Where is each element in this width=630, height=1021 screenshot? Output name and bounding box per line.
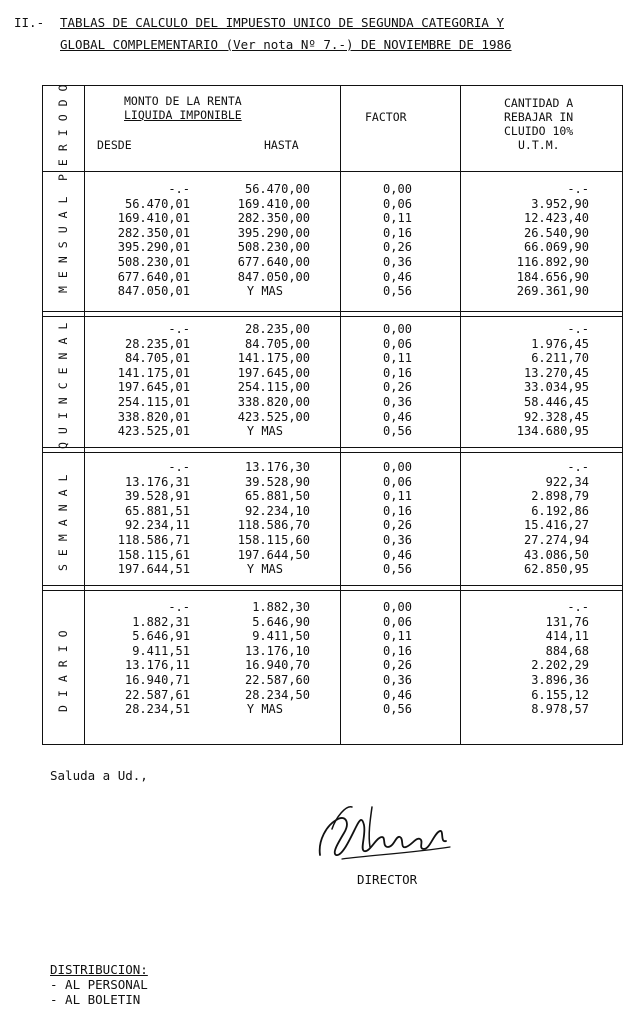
cell-hasta: 118.586,70 — [237, 518, 310, 533]
distribution-block — [50, 962, 148, 1007]
cell-hasta: 508.230,00 — [237, 240, 310, 255]
table-row — [42, 702, 623, 717]
header-monto-line2: LIQUIDA IMPONIBLE — [124, 108, 242, 122]
table-row — [42, 380, 623, 395]
cell-factor: 0,11 — [383, 211, 412, 226]
cell-desde: 423.525,01 — [117, 424, 190, 439]
cell-hasta: 197.644,50 — [237, 547, 310, 562]
section-rows-semanal — [42, 460, 623, 577]
cell-factor: 0,36 — [383, 532, 412, 547]
table-row — [42, 270, 623, 285]
cell-factor: 0,00 — [383, 460, 412, 474]
table-row — [42, 240, 623, 255]
table-row — [42, 255, 623, 270]
table-row — [42, 658, 623, 673]
cell-factor: 0,06 — [383, 196, 412, 211]
cell-factor: 0,00 — [383, 600, 412, 614]
cell-desde: 169.410,01 — [117, 211, 190, 226]
cell-hasta: Y MAS — [246, 424, 283, 439]
cell-factor: 0,26 — [383, 658, 412, 673]
section-label-mensual: MENSUAL — [56, 188, 70, 294]
cell-cantidad: 33.034,95 — [523, 380, 589, 395]
signature-icon — [312, 797, 462, 865]
cell-cantidad: 134.680,95 — [516, 424, 589, 439]
table-row — [42, 629, 623, 644]
table-row — [42, 489, 623, 504]
table-row — [42, 424, 623, 439]
cell-desde: 22.587,61 — [124, 687, 190, 702]
distribution-item: - AL PERSONAL — [50, 977, 148, 992]
header-monto-line1: MONTO DE LA RENTA — [124, 94, 242, 108]
table-row — [42, 475, 623, 490]
cell-factor: 0,26 — [383, 240, 412, 255]
cell-factor: 0,56 — [383, 562, 412, 577]
cell-cantidad: -.- — [567, 600, 589, 614]
cell-cantidad: 3.952,90 — [531, 196, 589, 211]
cell-factor: 0,46 — [383, 409, 412, 424]
cell-factor: 0,56 — [383, 702, 412, 717]
cell-factor: 0,46 — [383, 547, 412, 562]
cell-hasta: 338.820,00 — [237, 394, 310, 409]
section-rows-quincenal — [42, 322, 623, 439]
table-row — [42, 562, 623, 577]
cell-hasta: 158.115,60 — [237, 532, 310, 547]
section-label-quincenal: QUINCENAL — [56, 314, 70, 449]
cell-hasta: 847.050,00 — [237, 269, 310, 284]
table-row — [42, 644, 623, 659]
table-row — [42, 337, 623, 352]
cell-cantidad: -.- — [567, 460, 589, 474]
cell-factor: 0,36 — [383, 394, 412, 409]
cell-cantidad: 8.978,57 — [531, 702, 589, 717]
header-cantidad-line3: CLUIDO 10% — [504, 124, 574, 138]
cell-hasta: 254.115,00 — [237, 380, 310, 395]
cell-cantidad: 6.192,86 — [531, 503, 589, 518]
cell-cantidad: 2.898,79 — [531, 489, 589, 504]
table-row — [42, 322, 623, 337]
table-row — [42, 410, 623, 425]
table-row — [42, 351, 623, 366]
section-divider — [42, 585, 623, 586]
section-label-diario: DIARIO — [56, 622, 70, 713]
cell-desde: 92.234,11 — [124, 518, 190, 533]
table-row — [42, 688, 623, 703]
cell-desde: 5.646,91 — [132, 629, 190, 644]
cell-desde: 13.176,31 — [124, 474, 190, 489]
header-periodo: PERIODO — [56, 76, 70, 182]
cell-cantidad: 26.540,90 — [523, 225, 589, 240]
cell-hasta: 13.176,10 — [244, 643, 310, 658]
cell-cantidad: 6.155,12 — [531, 687, 589, 702]
cell-cantidad: 2.202,29 — [531, 658, 589, 673]
cell-factor: 0,26 — [383, 518, 412, 533]
cell-hasta: Y MAS — [246, 562, 283, 577]
header-divider — [42, 171, 623, 172]
heading-line-2: GLOBAL COMPLEMENTARIO (Ver nota Nº 7.-) DE NOVIEMBRE DE 1986 — [60, 37, 512, 52]
table-row — [42, 395, 623, 410]
cell-desde: 282.350,01 — [117, 225, 190, 240]
cell-factor: 0,11 — [383, 629, 412, 644]
cell-desde: 1.882,31 — [132, 614, 190, 629]
cell-hasta: 39.528,90 — [244, 474, 310, 489]
cell-hasta: 423.525,00 — [237, 409, 310, 424]
section-divider — [42, 316, 623, 317]
cell-factor: 0,56 — [383, 424, 412, 439]
cell-desde: 677.640,01 — [117, 269, 190, 284]
cell-desde: -.- — [168, 182, 190, 196]
cell-cantidad: 6.211,70 — [531, 351, 589, 366]
cell-factor: 0,16 — [383, 503, 412, 518]
cell-desde: 338.820,01 — [117, 409, 190, 424]
cell-factor: 0,06 — [383, 614, 412, 629]
cell-desde: 847.050,01 — [117, 284, 190, 299]
cell-factor: 0,36 — [383, 672, 412, 687]
section-rows-mensual — [42, 182, 623, 299]
cell-factor: 0,11 — [383, 489, 412, 504]
cell-factor: 0,16 — [383, 225, 412, 240]
header-factor: FACTOR — [365, 110, 407, 124]
cell-hasta: 5.646,90 — [252, 614, 310, 629]
cell-cantidad: 116.892,90 — [516, 254, 589, 269]
cell-cantidad: -.- — [567, 182, 589, 196]
cell-cantidad: 66.069,90 — [523, 240, 589, 255]
cell-desde: 28.235,01 — [124, 336, 190, 351]
section-number: II.- — [14, 15, 45, 30]
table-row — [42, 182, 623, 197]
header-cantidad-line1: CANTIDAD A — [504, 96, 574, 110]
cell-desde: -.- — [168, 460, 190, 474]
table-row — [42, 600, 623, 615]
cell-desde: 508.230,01 — [117, 254, 190, 269]
section-divider — [42, 447, 623, 448]
header-hasta: HASTA — [264, 138, 299, 152]
cell-cantidad: 92.328,45 — [523, 409, 589, 424]
table-row — [42, 504, 623, 519]
table-row — [42, 226, 623, 241]
cell-factor: 0,06 — [383, 336, 412, 351]
cell-cantidad: 62.850,95 — [523, 562, 589, 577]
cell-hasta: 84.705,00 — [244, 336, 310, 351]
cell-desde: 254.115,01 — [117, 394, 190, 409]
cell-hasta: 22.587,60 — [244, 672, 310, 687]
cell-desde: 197.644,51 — [117, 562, 190, 577]
cell-hasta: 56.470,00 — [244, 182, 310, 196]
header-cantidad-line4: U.T.M. — [518, 138, 560, 152]
cell-factor: 0,00 — [383, 182, 412, 196]
cell-desde: 39.528,91 — [124, 489, 190, 504]
cell-hasta: 1.882,30 — [252, 600, 310, 614]
cell-desde: 9.411,51 — [132, 643, 190, 658]
cell-desde: 395.290,01 — [117, 240, 190, 255]
cell-desde: 197.645,01 — [117, 380, 190, 395]
cell-cantidad: 43.086,50 — [523, 547, 589, 562]
cell-cantidad: 1.976,45 — [531, 336, 589, 351]
cell-cantidad: 58.446,45 — [523, 394, 589, 409]
cell-desde: -.- — [168, 322, 190, 336]
header-cantidad-line2: REBAJAR IN — [504, 110, 574, 124]
table-row — [42, 518, 623, 533]
cell-hasta: Y MAS — [246, 702, 283, 717]
cell-cantidad: 414,11 — [545, 629, 589, 644]
cell-hasta: 141.175,00 — [237, 351, 310, 366]
cell-cantidad: 884,68 — [545, 643, 589, 658]
table-row — [42, 615, 623, 630]
cell-hasta: 28.234,50 — [244, 687, 310, 702]
tax-table — [42, 76, 623, 745]
cell-desde: -.- — [168, 600, 190, 614]
cell-factor: 0,11 — [383, 351, 412, 366]
table-row — [42, 211, 623, 226]
cell-cantidad: 269.361,90 — [516, 284, 589, 299]
cell-hasta: 197.645,00 — [237, 365, 310, 380]
cell-hasta: 16.940,70 — [244, 658, 310, 673]
cell-factor: 0,16 — [383, 365, 412, 380]
cell-hasta: 28.235,00 — [244, 322, 310, 336]
cell-hasta: 282.350,00 — [237, 211, 310, 226]
cell-hasta: 395.290,00 — [237, 225, 310, 240]
cell-cantidad: 15.416,27 — [523, 518, 589, 533]
section-divider — [42, 452, 623, 453]
closing-greeting: Saluda a Ud., — [50, 768, 148, 783]
table-row — [42, 366, 623, 381]
cell-cantidad: 12.423,40 — [523, 211, 589, 226]
cell-desde: 16.940,71 — [124, 672, 190, 687]
cell-factor: 0,56 — [383, 284, 412, 299]
cell-factor: 0,26 — [383, 380, 412, 395]
cell-desde: 118.586,71 — [117, 532, 190, 547]
cell-hasta: 169.410,00 — [237, 196, 310, 211]
cell-desde: 56.470,01 — [124, 196, 190, 211]
cell-hasta: Y MAS — [246, 284, 283, 299]
cell-hasta: 92.234,10 — [244, 503, 310, 518]
cell-factor: 0,16 — [383, 643, 412, 658]
section-divider — [42, 311, 623, 312]
cell-desde: 158.115,61 — [117, 547, 190, 562]
cell-factor: 0,00 — [383, 322, 412, 336]
distribution-item: - AL BOLETIN — [50, 992, 141, 1007]
cell-hasta: 13.176,30 — [244, 460, 310, 474]
cell-factor: 0,46 — [383, 687, 412, 702]
cell-factor: 0,46 — [383, 269, 412, 284]
cell-cantidad: 184.656,90 — [516, 269, 589, 284]
table-row — [42, 460, 623, 475]
cell-cantidad: 13.270,45 — [523, 365, 589, 380]
cell-hasta: 65.881,50 — [244, 489, 310, 504]
cell-factor: 0,36 — [383, 254, 412, 269]
table-row — [42, 197, 623, 212]
distribution-title: DISTRIBUCION: — [50, 962, 148, 977]
cell-desde: 141.175,01 — [117, 365, 190, 380]
director-title: DIRECTOR — [357, 872, 418, 887]
table-row — [42, 284, 623, 299]
header-desde: DESDE — [97, 138, 132, 152]
table-row — [42, 548, 623, 563]
cell-desde: 13.176,11 — [124, 658, 190, 673]
section-rows-diario — [42, 600, 623, 717]
cell-hasta: 9.411,50 — [252, 629, 310, 644]
cell-desde: 84.705,01 — [124, 351, 190, 366]
cell-desde: 28.234,51 — [124, 702, 190, 717]
cell-cantidad: 27.274,94 — [523, 532, 589, 547]
cell-hasta: 677.640,00 — [237, 254, 310, 269]
section-divider — [42, 590, 623, 591]
cell-factor: 0,06 — [383, 474, 412, 489]
table-row — [42, 673, 623, 688]
table-row — [42, 533, 623, 548]
cell-cantidad: 131,76 — [545, 614, 589, 629]
heading-line-1: TABLAS DE CALCULO DEL IMPUESTO UNICO DE SEGUNDA CATEGORIA Y — [60, 15, 505, 30]
cell-cantidad: -.- — [567, 322, 589, 336]
cell-cantidad: 922,34 — [545, 474, 589, 489]
cell-desde: 65.881,51 — [124, 503, 190, 518]
cell-cantidad: 3.896,36 — [531, 672, 589, 687]
section-label-semanal: SEMANAL — [56, 466, 70, 571]
